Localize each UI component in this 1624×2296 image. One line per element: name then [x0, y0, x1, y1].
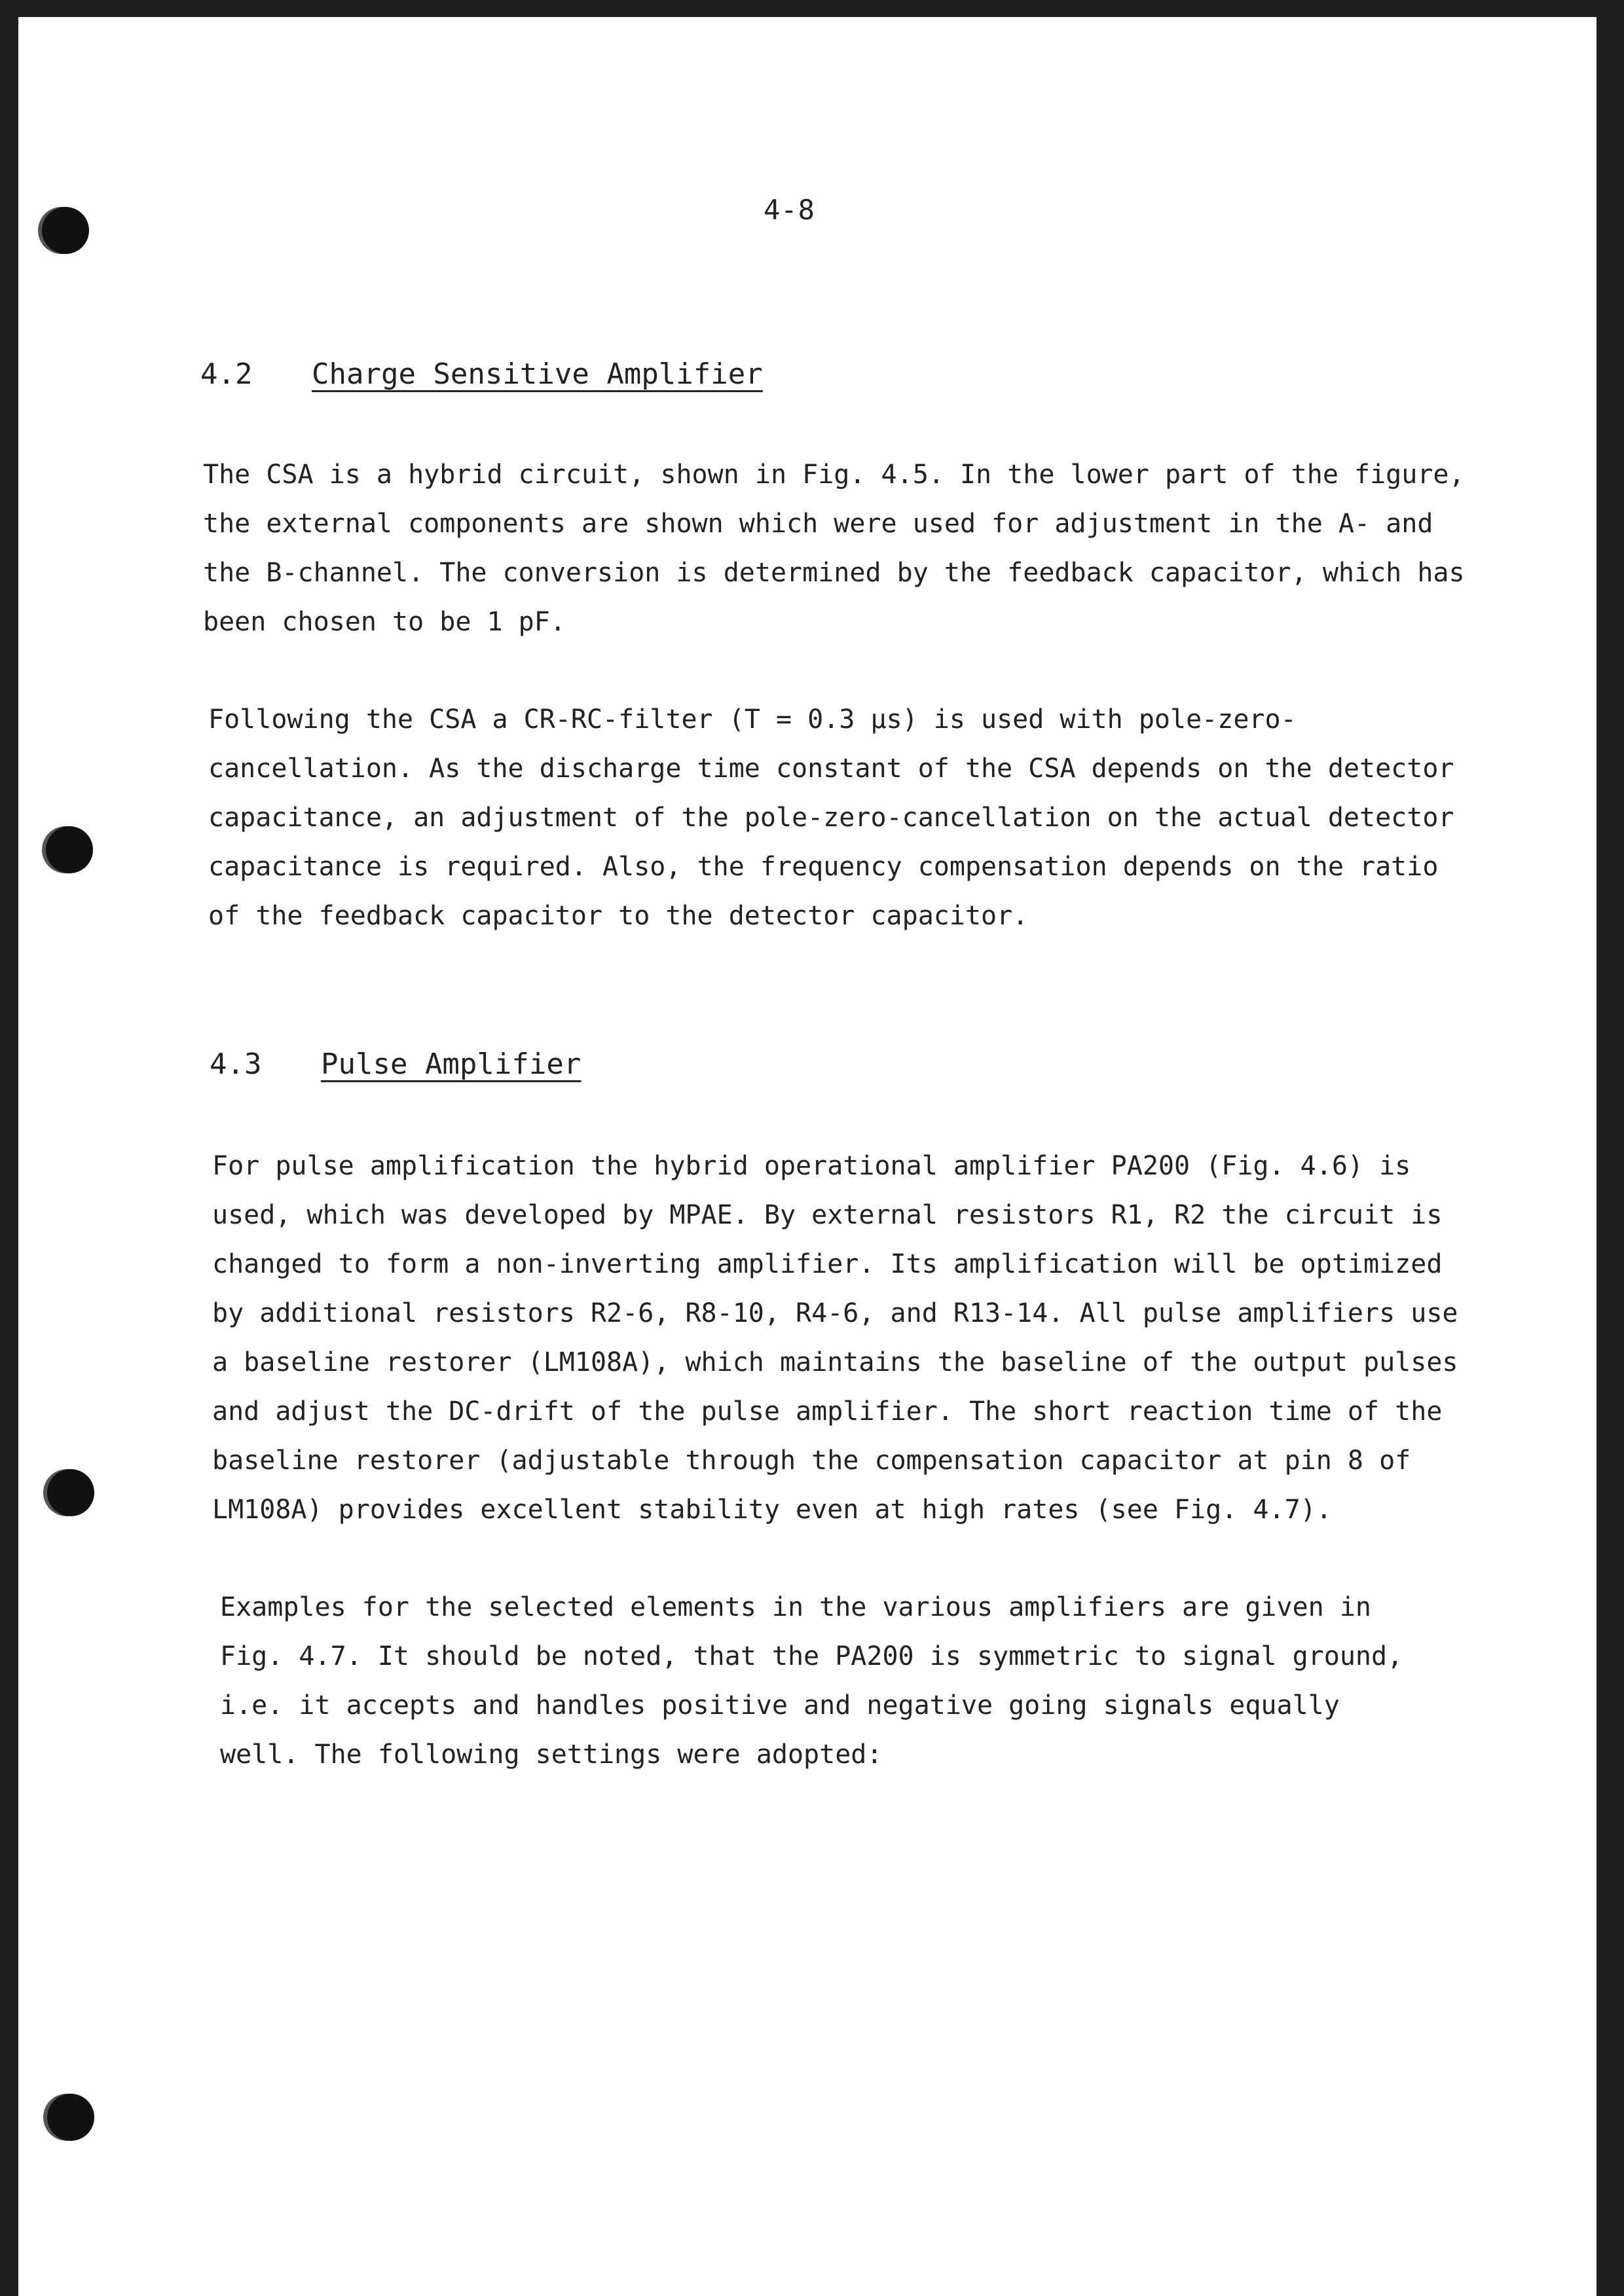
- section-number: 4.3: [210, 1048, 262, 1081]
- text-line: i.e. it accepts and handles positive and negative going signals equally: [220, 1690, 1340, 1721]
- binder-hole: [47, 2094, 94, 2141]
- text-line: For pulse amplification the hybrid operational amplifier PA200 (Fig. 4.6) is: [212, 1151, 1411, 1181]
- text-line: capacitance, an adjustment of the pole-zero-cancellation on the actual detector: [208, 803, 1454, 833]
- text-line: well. The following settings were adopted:: [220, 1740, 883, 1770]
- text-line: used, which was developed by MPAE. By external resistors R1, R2 the circuit is: [212, 1200, 1443, 1230]
- text-line: Following the CSA a CR-RC-filter (T = 0.3 µs) is used with pole-zero-: [208, 704, 1297, 735]
- binder-hole: [42, 207, 89, 254]
- text-line: been chosen to be 1 pF.: [203, 607, 566, 637]
- page-number: 4-8: [764, 194, 815, 226]
- section-title: Pulse Amplifier: [321, 1048, 581, 1081]
- text-line: by additional resistors R2-6, R8-10, R4-6, and R13-14. All pulse amplifiers use: [212, 1298, 1458, 1328]
- paragraph: [208, 695, 1557, 941]
- paragraph: [203, 450, 1552, 647]
- binder-hole: [47, 1469, 94, 1516]
- text-line: of the feedback capacitor to the detector capacitor.: [208, 901, 1029, 931]
- section-title: Charge Sensitive Amplifier: [312, 357, 763, 391]
- text-line: the B-channel. The conversion is determined by the feedback capacitor, which has: [203, 558, 1465, 588]
- text-line: cancellation. As the discharge time constant of the CSA depends on the detector: [208, 754, 1454, 784]
- text-line: and adjust the DC-drift of the pulse amplifier. The short reaction time of the: [212, 1396, 1443, 1427]
- text-line: the external components are shown which were used for adjustment in the A- and: [203, 509, 1433, 539]
- text-line: Fig. 4.7. It should be noted, that the PA200 is symmetric to signal ground,: [220, 1641, 1403, 1671]
- section-heading: [200, 357, 763, 391]
- text-line: changed to form a non-inverting amplifier. Its amplification will be optimized: [212, 1249, 1443, 1279]
- text-line: a baseline restorer (LM108A), which maintains the baseline of the output pulses: [212, 1347, 1458, 1377]
- text-line: capacitance is required. Also, the frequency compensation depends on the ratio: [208, 852, 1439, 882]
- text-line: The CSA is a hybrid circuit, shown in Fig. 4.5. In the lower part of the figure,: [203, 460, 1465, 490]
- text-line: LM108A) provides excellent stability even at high rates (see Fig. 4.7).: [212, 1495, 1332, 1525]
- binder-hole: [46, 826, 93, 873]
- text-line: Examples for the selected elements in the various amplifiers are given in: [220, 1592, 1371, 1622]
- section-heading: [210, 1048, 581, 1081]
- paragraph: [212, 1142, 1561, 1535]
- text-line: baseline restorer (adjustable through the compensation capacitor at pin 8 of: [212, 1446, 1411, 1476]
- document-page: [18, 17, 1596, 2296]
- paragraph: [220, 1583, 1569, 1779]
- section-number: 4.2: [200, 357, 253, 391]
